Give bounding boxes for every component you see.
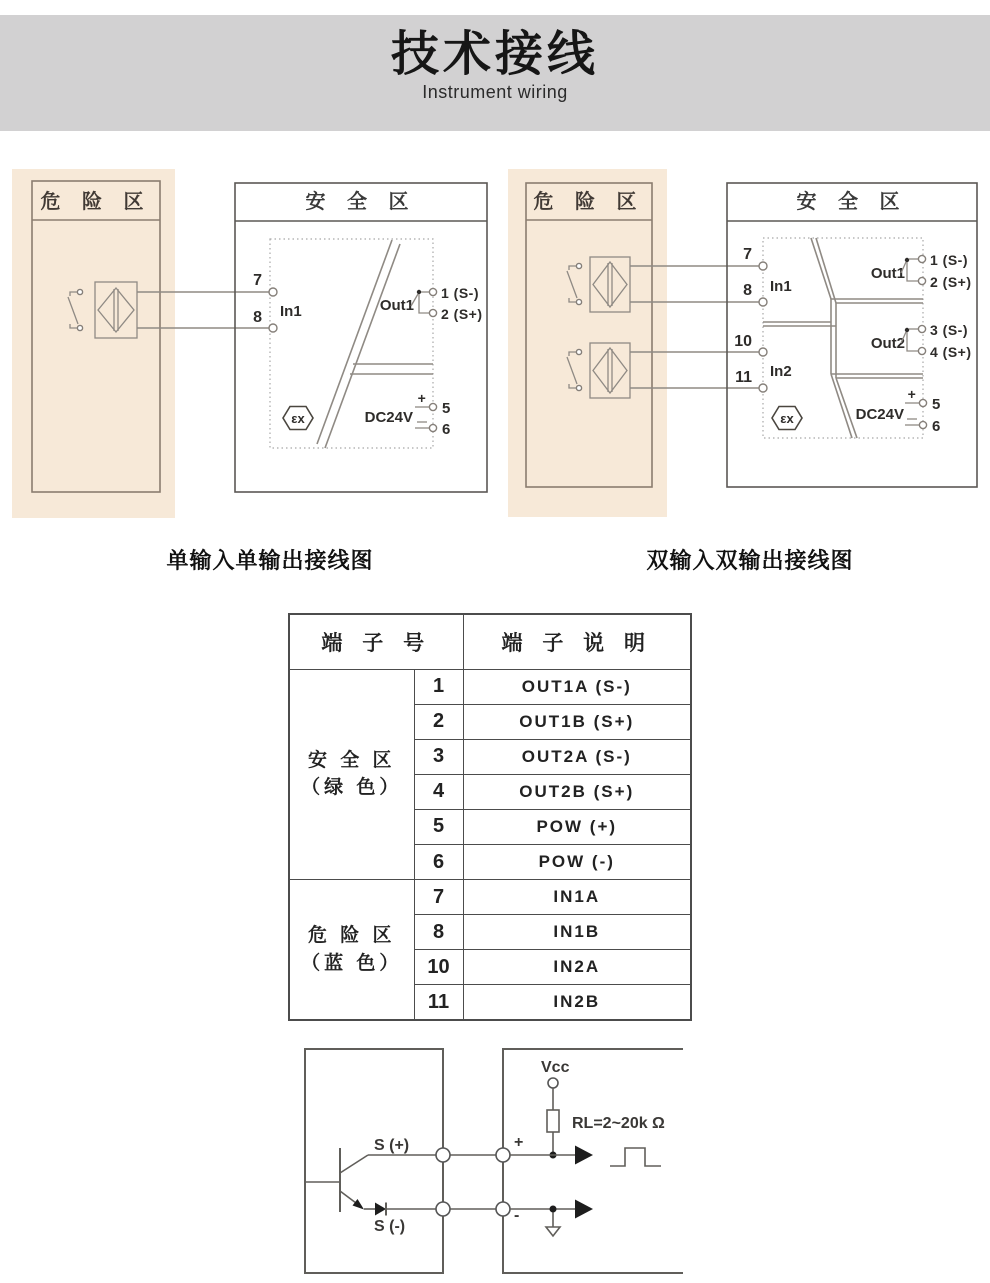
- ex-mark-icon: [283, 407, 313, 430]
- output1-group: [871, 252, 972, 290]
- table-header-row: [289, 614, 691, 669]
- terminal-number-cell: 8: [414, 915, 463, 950]
- load-resistor-label: RL=2~20k Ω: [572, 1115, 665, 1132]
- output1-label: Out1: [870, 265, 905, 282]
- junction-dot: [550, 1206, 557, 1213]
- terminal-desc-cell: OUT1B (S+): [463, 704, 691, 739]
- terminal-5-label: 5: [442, 400, 451, 417]
- output1-term2-label: 2 (S+): [930, 274, 972, 290]
- hazard-zone-title: 危 险 区: [40, 191, 152, 213]
- terminal-8-label: 8: [253, 309, 262, 326]
- input1-label: In1: [280, 303, 302, 320]
- terminal-number-cell: 3: [414, 739, 463, 774]
- s-minus-label: S (-): [374, 1218, 406, 1235]
- terminal-no-header: 端 子 号: [289, 614, 463, 669]
- output2-term4-label: 4 (S+): [930, 344, 972, 360]
- safe-zone-title: 安 全 区: [305, 191, 417, 213]
- emitter-arrow: [353, 1199, 365, 1210]
- power-group: [856, 386, 941, 435]
- header-band: [0, 15, 990, 131]
- page-title: 技术接线: [390, 28, 599, 81]
- terminal-11-circle: [759, 384, 767, 392]
- input2-label: In2: [770, 363, 792, 380]
- terminal-desc-cell: POW (-): [463, 844, 691, 879]
- terminal-number-cell: 6: [414, 844, 463, 879]
- output-stage-circuit: [280, 1040, 710, 1283]
- minus-sign: -: [514, 1207, 520, 1224]
- terminal-circle: [496, 1202, 510, 1216]
- diode-icon: [375, 1203, 386, 1216]
- terminal-8-label: 8: [743, 282, 752, 299]
- svg-text:εx: εx: [780, 411, 794, 426]
- terminal-number-cell: 2: [414, 704, 463, 739]
- hazard-zone-group-cell: [289, 880, 414, 1020]
- terminal-number-cell: 4: [414, 774, 463, 809]
- terminal-6-label: 6: [442, 421, 451, 438]
- terminal-8-circle: [269, 324, 277, 332]
- sensor-side-box: [305, 1049, 443, 1273]
- terminal-circle: [436, 1202, 450, 1216]
- hazard-area-background: [508, 169, 667, 517]
- group-label: （蓝 色）: [301, 952, 403, 974]
- terminal-desc-cell: OUT2A (S-): [463, 739, 691, 774]
- terminal-desc-cell: IN2B: [463, 985, 691, 1020]
- terminal-desc-header: 端 子 说 明: [463, 614, 691, 669]
- dual-io-caption: 双输入双输出接线图: [646, 548, 854, 573]
- svg-text:εx: εx: [291, 411, 305, 426]
- single-io-caption: 单输入单输出接线图: [166, 548, 374, 573]
- terminal-desc-cell: IN2A: [463, 950, 691, 985]
- table-row: [289, 669, 691, 704]
- group-label: （绿 色）: [301, 777, 403, 799]
- terminal-circle: [496, 1148, 510, 1162]
- plus-sign: +: [514, 1134, 524, 1151]
- terminal-number-cell: 11: [414, 985, 463, 1020]
- terminal-5-label: 5: [932, 396, 941, 413]
- power-plus-sign: +: [417, 390, 427, 406]
- group-label: 安 全 区: [307, 749, 396, 771]
- ground-icon: [546, 1213, 560, 1237]
- page-subtitle: Instrument wiring: [422, 81, 568, 102]
- output1-term2-label: 2 (S+): [441, 306, 483, 322]
- terminal-desc-cell: OUT1A (S-): [463, 669, 691, 704]
- output2-label: Out2: [870, 335, 905, 352]
- terminal-7-label: 7: [743, 246, 752, 263]
- dual-io-wiring-diagram: [500, 160, 990, 530]
- output1-group: [380, 285, 483, 322]
- terminal-7-circle: [759, 262, 767, 270]
- pulse-waveform-icon: [610, 1148, 661, 1166]
- terminal-circle: [436, 1148, 450, 1162]
- output1-label: Out1: [379, 297, 414, 314]
- terminal-7-label: 7: [253, 272, 262, 289]
- receiver-side-box: [503, 1049, 683, 1273]
- output2-group: [871, 322, 972, 360]
- terminal-8-circle: [759, 298, 767, 306]
- safe-zone-group-cell: [289, 669, 414, 880]
- terminal-table: [288, 613, 692, 1021]
- resistor-icon: [547, 1110, 559, 1132]
- terminal-10-circle: [759, 348, 767, 356]
- safe-zone-box: [235, 183, 487, 492]
- output1-term1-label: 1 (S-): [441, 285, 479, 301]
- group-label: 危 险 区: [307, 924, 396, 946]
- s-plus-label: S (+): [374, 1137, 410, 1154]
- transistor-icon: [305, 1148, 443, 1216]
- power-label: DC24V: [364, 409, 413, 426]
- output1-term1-label: 1 (S-): [930, 252, 968, 268]
- power-plus-sign: +: [907, 386, 917, 402]
- terminal-number-cell: 1: [414, 669, 463, 704]
- terminal-11-label: 11: [735, 369, 752, 386]
- signal-arrow: [575, 1146, 593, 1165]
- terminal-desc-cell: IN1A: [463, 880, 691, 915]
- terminal-7-circle: [269, 288, 277, 296]
- power-group: [365, 390, 451, 438]
- hazard-zone-title: 危 险 区: [533, 191, 645, 213]
- power-label: DC24V: [855, 406, 904, 423]
- input1-label: In1: [770, 278, 792, 295]
- pullup-resistor-group: [541, 1059, 665, 1159]
- terminal-number-cell: 5: [414, 809, 463, 844]
- terminal-number-cell: 10: [414, 950, 463, 985]
- terminal-desc-cell: IN1B: [463, 915, 691, 950]
- terminal-desc-cell: OUT2B (S+): [463, 774, 691, 809]
- terminal-desc-cell: POW (+): [463, 809, 691, 844]
- hazard-area-background: [12, 169, 175, 518]
- safe-zone-title: 安 全 区: [796, 191, 908, 213]
- table-row: [289, 880, 691, 915]
- signal-arrow: [575, 1200, 593, 1219]
- output2-term3-label: 3 (S-): [930, 322, 968, 338]
- terminal-number-cell: 7: [414, 880, 463, 915]
- single-io-wiring-diagram: [0, 160, 500, 530]
- terminal-10-label: 10: [734, 333, 752, 350]
- ex-mark-icon: [772, 407, 802, 430]
- terminal-6-label: 6: [932, 418, 941, 435]
- vcc-label: Vcc: [541, 1059, 570, 1076]
